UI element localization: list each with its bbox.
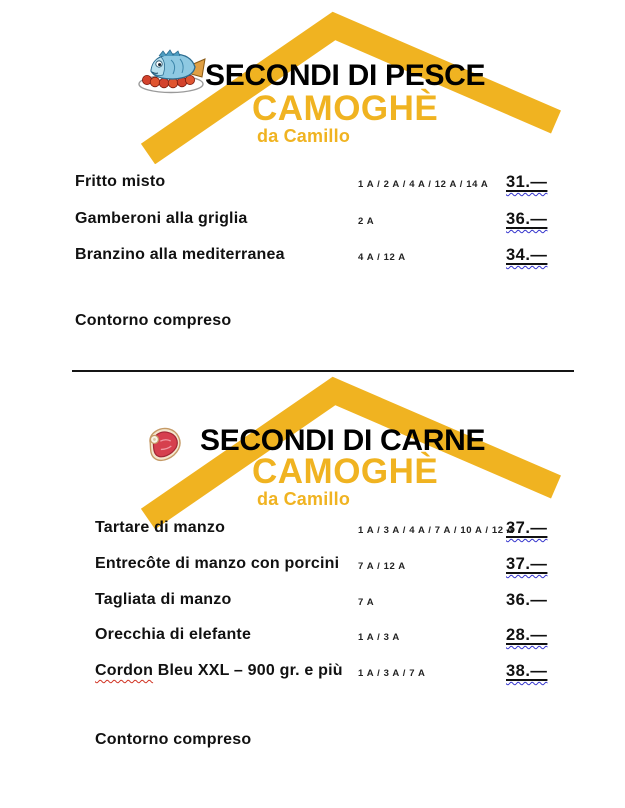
allergen-codes: 1 A / 3 A / 4 A / 7 A / 10 A / 12 A bbox=[358, 525, 514, 536]
dish-name: Gamberoni alla griglia bbox=[75, 210, 248, 227]
menu-item-row bbox=[0, 626, 625, 648]
dish-name: Tartare di manzo bbox=[95, 519, 226, 536]
allergen-codes: 4 A / 12 A bbox=[358, 252, 406, 263]
section-title-carne: SECONDI DI CARNE bbox=[200, 424, 486, 457]
dish-name: Fritto misto bbox=[75, 173, 166, 190]
menu-item-row bbox=[0, 555, 625, 577]
section-title-pesce: SECONDI DI PESCE bbox=[205, 59, 486, 92]
price: 31.— bbox=[506, 173, 548, 191]
price: 37.— bbox=[506, 555, 548, 573]
menu-item-row bbox=[0, 210, 625, 232]
dish-name: Tagliata di manzo bbox=[95, 591, 232, 608]
menu-item-row bbox=[0, 662, 625, 684]
menu-item-row bbox=[0, 246, 625, 268]
price: 34.— bbox=[506, 246, 548, 264]
price: 36.— bbox=[506, 210, 548, 228]
steak-icon bbox=[142, 422, 188, 475]
menu-item-row bbox=[0, 591, 625, 613]
price: 28.— bbox=[506, 626, 548, 644]
fish-on-plate-icon bbox=[137, 47, 207, 99]
allergen-codes: 7 A bbox=[358, 597, 375, 608]
allergen-codes: 1 A / 3 A bbox=[358, 632, 400, 643]
price: 36.— bbox=[506, 591, 548, 609]
dish-name: Branzino alla mediterranea bbox=[75, 246, 285, 263]
brand-tagline: da Camillo bbox=[257, 126, 351, 146]
menu-item-row bbox=[0, 173, 625, 195]
menu-item-row bbox=[0, 519, 625, 541]
brand-name: CAMOGHÈ bbox=[252, 452, 439, 491]
dish-name: Orecchia di elefante bbox=[95, 626, 252, 643]
price: 37.— bbox=[506, 519, 548, 537]
brand-tagline: da Camillo bbox=[257, 489, 351, 509]
dish-name: Entrecôte di manzo con porcini bbox=[95, 555, 340, 572]
price: 38.— bbox=[506, 662, 548, 680]
allergen-codes: 7 A / 12 A bbox=[358, 561, 406, 572]
side-dish-note: Contorno compreso bbox=[75, 312, 232, 329]
allergen-codes: 2 A bbox=[358, 216, 375, 227]
side-dish-note: Contorno compreso bbox=[95, 731, 252, 748]
section-divider bbox=[72, 370, 574, 372]
dish-name: Cordon Bleu XXL – 900 gr. e più bbox=[95, 662, 343, 679]
allergen-codes: 1 A / 2 A / 4 A / 12 A / 14 A bbox=[358, 179, 489, 190]
allergen-codes: 1 A / 3 A / 7 A bbox=[358, 668, 426, 679]
brand-name: CAMOGHÈ bbox=[252, 89, 439, 128]
